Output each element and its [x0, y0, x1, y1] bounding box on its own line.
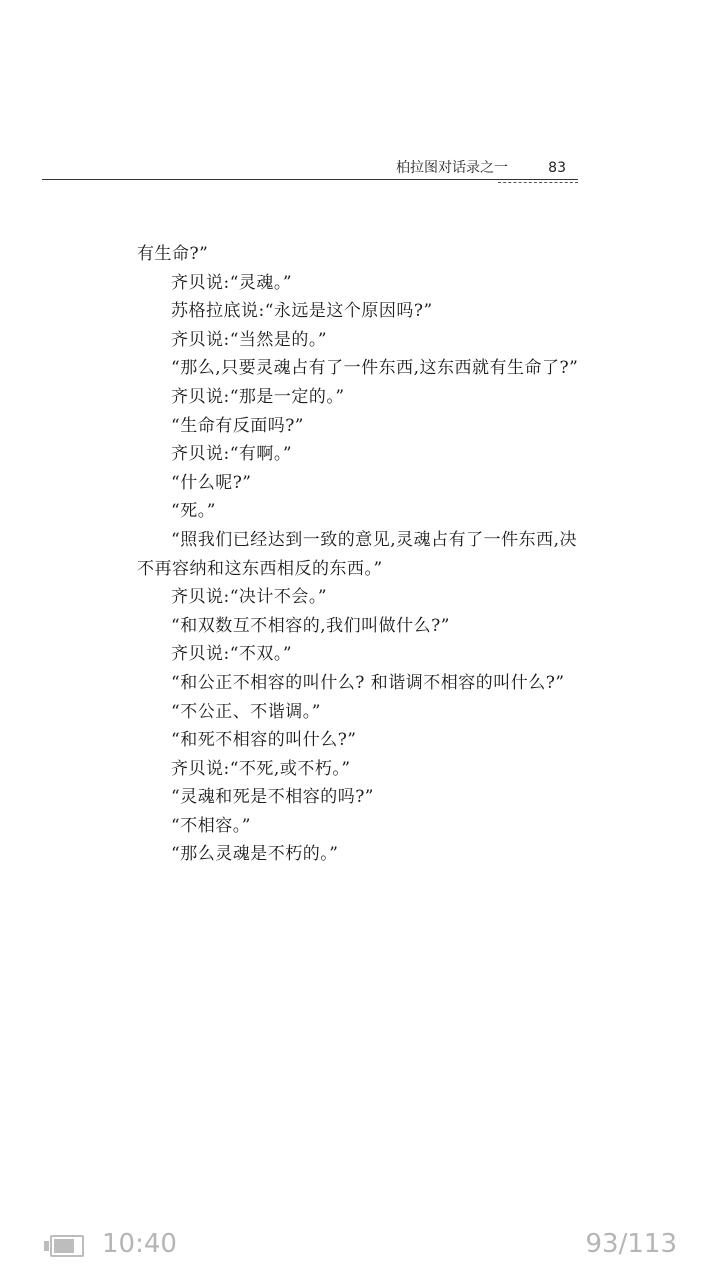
- paragraph: “生命有反面吗?”: [171, 415, 304, 436]
- paragraph: “什么呢?”: [171, 472, 252, 493]
- paragraph: 齐贝说:“有啊。”: [171, 444, 293, 465]
- page-progress[interactable]: 93/113: [585, 1229, 677, 1259]
- paragraph: 齐贝说:“那是一定的。”: [171, 386, 345, 407]
- header-page-number: 83: [548, 160, 566, 176]
- paragraph: 齐贝说:“灵魂。”: [171, 272, 293, 293]
- running-header: [42, 158, 578, 184]
- header-rule-ornament: [498, 182, 578, 183]
- page-text: [137, 240, 582, 869]
- paragraph: “那么,只要灵魂占有了一件东西,这东西就有生命了?”: [171, 358, 579, 379]
- paragraph: 齐贝说:“不双。”: [171, 644, 293, 665]
- paragraph: “和公正不相容的叫什么? 和谐调不相容的叫什么?”: [171, 672, 565, 693]
- paragraph: “和双数互不相容的,我们叫做什么?”: [171, 615, 450, 636]
- battery-cap: [44, 1241, 49, 1251]
- paragraph: “不公正、不谐调。”: [171, 701, 321, 722]
- paragraph: 齐贝说:“当然是的。”: [171, 329, 328, 350]
- paragraph: 齐贝说:“不死,或不朽。”: [171, 758, 351, 779]
- battery-icon: [44, 1235, 84, 1257]
- battery-fill: [54, 1239, 74, 1253]
- battery-body: [50, 1235, 84, 1257]
- paragraph: 有生命?”: [137, 244, 209, 264]
- reader-status-bar: [0, 1215, 720, 1280]
- paragraph: 齐贝说:“决计不会。”: [171, 587, 328, 608]
- paragraph: “那么灵魂是不朽的。”: [171, 844, 339, 865]
- clock-time: 10:40: [102, 1229, 177, 1259]
- paragraph: “不相容。”: [171, 815, 251, 836]
- paragraph: “灵魂和死是不相容的吗?”: [171, 787, 374, 808]
- paragraph: “死。”: [171, 501, 216, 522]
- paragraph: 苏格拉底说:“永远是这个原因吗?”: [171, 301, 433, 322]
- paragraph: “和死不相容的叫什么?”: [171, 730, 357, 751]
- paragraph: “照我们已经达到一致的意见,灵魂占有了一件东西,决不再容纳和这东西相反的东西。”: [137, 529, 577, 579]
- header-title: 柏拉图对话录之一: [396, 160, 508, 176]
- header-rule: [42, 179, 578, 180]
